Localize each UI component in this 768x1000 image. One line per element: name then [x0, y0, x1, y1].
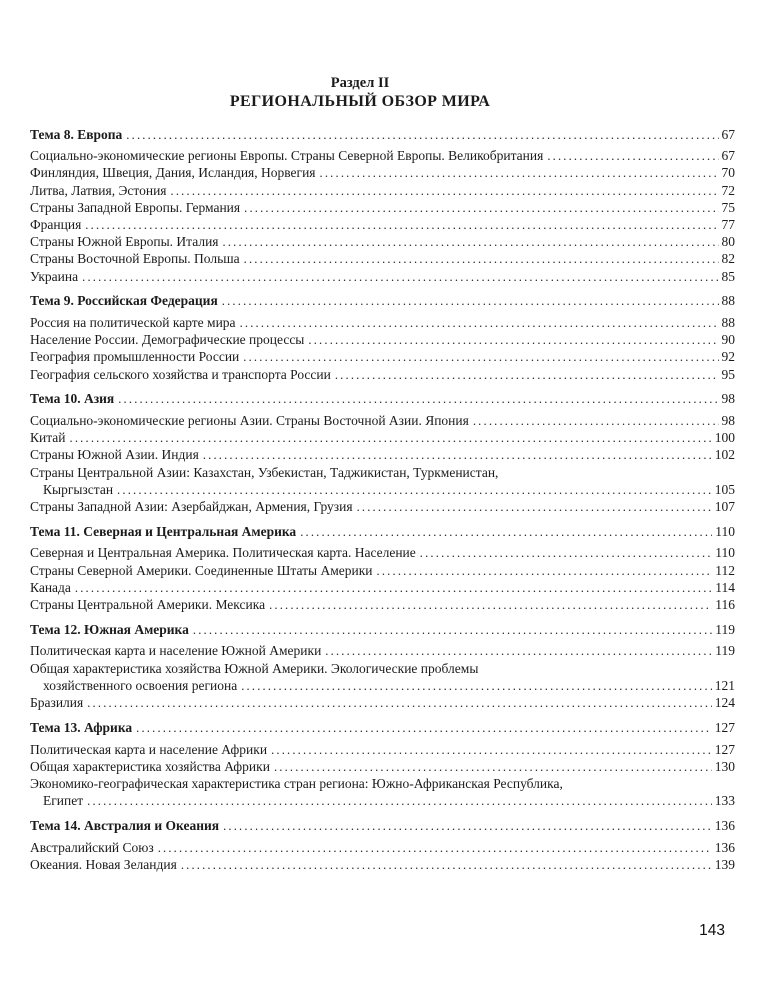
dot-leader	[244, 199, 718, 216]
toc-entry-label: Украина	[30, 268, 79, 284]
page-ref: 133	[714, 793, 735, 809]
toc-entry-label: Северная и Центральная Америка. Политическая карта. Население	[30, 545, 416, 561]
dot-leader	[87, 792, 712, 809]
toc-entry-label: Социально-экономические регионы Европы. Страны Северной Европы. Великобритания	[30, 148, 544, 164]
page-ref: 75	[721, 199, 735, 215]
page-ref: 82	[721, 251, 735, 267]
toc-entry-label: Страны Западной Азии: Азербайджан, Армения, Грузия	[30, 499, 353, 515]
dot-leader	[241, 677, 712, 694]
dot-leader	[271, 741, 712, 758]
page-ref: 136	[714, 839, 735, 855]
toc-entry	[30, 856, 735, 873]
toc-entry-label: Страны Северной Америки. Соединенные Штаты Америки	[30, 562, 373, 578]
page-ref: 127	[714, 719, 735, 735]
dot-leader	[82, 268, 718, 285]
page-ref: 107	[714, 499, 735, 515]
toc-entry	[30, 268, 735, 285]
dot-leader	[85, 216, 718, 233]
dot-leader	[473, 412, 719, 429]
toc-section-heading-label: Тема 9. Российская Федерация	[30, 293, 218, 309]
toc-entry	[30, 839, 735, 856]
toc-entry-label: Страны Южной Европы. Италия	[30, 234, 219, 250]
toc-entry	[30, 366, 735, 383]
toc-section-heading	[30, 523, 735, 540]
toc-entry-label: Страны Западной Европы. Германия	[30, 199, 241, 215]
page-ref: 119	[715, 643, 735, 659]
page-ref: 114	[715, 579, 735, 595]
toc-section-heading-label: Тема 8. Европа	[30, 126, 123, 142]
toc-entry-label: Население России. Демографические процессы	[30, 332, 305, 348]
toc-entry	[30, 741, 735, 758]
toc-section	[30, 126, 735, 285]
dot-leader	[243, 348, 718, 365]
page-ref: 88	[721, 315, 735, 331]
page-ref: 77	[721, 217, 735, 233]
toc-entry-continuation-label: хозяйственного освоения региона	[43, 677, 238, 693]
toc-section-heading	[30, 126, 735, 143]
toc-section-heading-label: Тема 10. Азия	[30, 391, 115, 407]
page-ref: 90	[721, 332, 735, 348]
toc-entry	[30, 464, 735, 481]
toc-entry-continuation-label: Египет	[43, 793, 84, 809]
dot-leader	[244, 250, 719, 267]
dot-leader	[126, 126, 718, 143]
toc-entry-label: Франция	[30, 217, 82, 233]
dot-leader	[300, 523, 712, 540]
dot-leader	[70, 429, 712, 446]
dot-leader	[240, 314, 719, 331]
toc-entry-label: Океания. Новая Зеландия	[30, 856, 177, 872]
page-ref: 119	[715, 621, 735, 637]
dot-leader	[181, 856, 712, 873]
dot-leader	[325, 642, 712, 659]
dot-leader	[118, 390, 718, 407]
toc-entry	[30, 412, 735, 429]
toc-section-heading-label: Тема 11. Северная и Центральная Америка	[30, 523, 297, 539]
toc-entry-label: Экономико-географическая характеристика стран региона: Южно-Африканская Республика,	[30, 775, 563, 791]
toc-section-heading-label: Тема 12. Южная Америка	[30, 621, 189, 637]
toc-entry-label: Политическая карта и население Африки	[30, 741, 268, 757]
dot-leader	[269, 596, 712, 613]
toc-entry-continuation-label: Кыргызстан	[43, 481, 114, 497]
toc-entry-label: Страны Центральной Америки. Мексика	[30, 597, 266, 613]
dot-leader	[335, 366, 719, 383]
dot-leader	[377, 562, 713, 579]
toc-section-heading	[30, 817, 735, 834]
toc-entry	[30, 562, 735, 579]
toc-entry	[30, 164, 735, 181]
dot-leader	[222, 292, 719, 309]
page-ref: 112	[715, 562, 735, 578]
page-ref: 70	[721, 165, 735, 181]
page-ref: 110	[715, 523, 735, 539]
toc-entry	[30, 250, 735, 267]
section-heading	[30, 74, 690, 112]
page-ref: 136	[714, 817, 735, 833]
toc-entry-label: Бразилия	[30, 695, 84, 711]
dot-leader	[547, 147, 718, 164]
toc-entry-label: География промышленности России	[30, 349, 240, 365]
page-number: 143	[699, 922, 725, 939]
page-ref: 116	[715, 597, 735, 613]
toc-section-heading	[30, 719, 735, 736]
toc-entry	[30, 596, 735, 613]
toc-entry-label: Россия на политической карте мира	[30, 315, 236, 331]
toc	[30, 118, 735, 873]
page-ref: 85	[721, 268, 735, 284]
toc-entry-label: Страны Центральной Азии: Казахстан, Узбекистан, Таджикистан, Туркменистан,	[30, 464, 499, 480]
toc-entry-label: Австралийский Союз	[30, 839, 154, 855]
dot-leader	[308, 331, 718, 348]
dot-leader	[320, 164, 719, 181]
toc-section	[30, 390, 735, 515]
page-ref: 92	[721, 349, 735, 365]
page-ref: 88	[721, 293, 735, 309]
page-ref: 67	[721, 126, 735, 142]
toc-section-heading	[30, 292, 735, 309]
toc-section	[30, 719, 735, 810]
toc-entry-continuation	[30, 481, 735, 498]
toc-entry-continuation	[30, 792, 735, 809]
toc-section-heading	[30, 390, 735, 407]
toc-entry-label: Страны Южной Азии. Индия	[30, 447, 199, 463]
toc-section-heading-label: Тема 13. Африка	[30, 719, 133, 735]
page-ref: 105	[714, 481, 735, 497]
dot-leader	[158, 839, 712, 856]
toc-entry	[30, 660, 735, 677]
toc-entry-label: Финляндия, Швеция, Дания, Исландия, Норвегия	[30, 165, 316, 181]
toc-entry	[30, 233, 735, 250]
dot-leader	[357, 498, 712, 515]
toc-entry-label: Социально-экономические регионы Азии. Страны Восточной Азии. Япония	[30, 413, 469, 429]
page-ref: 121	[714, 677, 735, 693]
toc-entry-label: Канада	[30, 579, 71, 595]
dot-leader	[420, 544, 712, 561]
toc-entry-label: Общая характеристика хозяйства Африки	[30, 758, 270, 774]
page-ref: 139	[714, 856, 735, 872]
toc-entry-label: Политическая карта и население Южной Америки	[30, 643, 322, 659]
toc-entry-continuation	[30, 677, 735, 694]
toc-entry-label: География сельского хозяйства и транспорта России	[30, 366, 331, 382]
dot-leader	[223, 233, 719, 250]
toc-entry	[30, 314, 735, 331]
section-label: Раздел II	[330, 75, 390, 91]
toc-entry-label: Литва, Латвия, Эстония	[30, 182, 167, 198]
toc-entry	[30, 694, 735, 711]
dot-leader	[193, 621, 712, 638]
toc-entry	[30, 446, 735, 463]
page-ref: 95	[721, 366, 735, 382]
toc-entry-label: Страны Восточной Европы. Польша	[30, 251, 240, 267]
page-ref: 100	[714, 430, 735, 446]
dot-leader	[136, 719, 712, 736]
toc-section-heading	[30, 621, 735, 638]
dot-leader	[203, 446, 712, 463]
toc-entry	[30, 579, 735, 596]
toc-section	[30, 621, 735, 712]
page-ref: 80	[721, 234, 735, 250]
section-title: РЕГИОНАЛЬНЫЙ ОБЗОР МИРА	[229, 93, 491, 110]
page-ref: 124	[714, 695, 735, 711]
page-ref: 102	[714, 447, 735, 463]
toc-entry	[30, 331, 735, 348]
toc-section	[30, 292, 735, 383]
dot-leader	[223, 817, 712, 834]
dot-leader	[75, 579, 712, 596]
page-ref: 98	[721, 413, 735, 429]
toc-entry	[30, 182, 735, 199]
toc-entry	[30, 498, 735, 515]
dot-leader	[87, 694, 712, 711]
toc-entry	[30, 348, 735, 365]
toc-entry	[30, 544, 735, 561]
toc-entry	[30, 216, 735, 233]
toc-entry	[30, 758, 735, 775]
page-ref: 130	[714, 758, 735, 774]
toc-entry-label: Общая характеристика хозяйства Южной Америки. Экологические проблемы	[30, 660, 479, 676]
toc-entry	[30, 147, 735, 164]
toc-entry	[30, 642, 735, 659]
page-ref: 98	[721, 391, 735, 407]
page-ref: 127	[714, 741, 735, 757]
toc-section	[30, 817, 735, 873]
toc-entry-label: Китай	[30, 430, 66, 446]
toc-entry	[30, 199, 735, 216]
toc-section	[30, 523, 735, 614]
page-ref: 72	[721, 182, 735, 198]
dot-leader	[117, 481, 712, 498]
toc-section-heading-label: Тема 14. Австралия и Океания	[30, 817, 220, 833]
page-ref: 67	[721, 148, 735, 164]
dot-leader	[171, 182, 719, 199]
toc-entry	[30, 429, 735, 446]
dot-leader	[274, 758, 712, 775]
toc-entry	[30, 775, 735, 792]
page-ref: 110	[715, 545, 735, 561]
